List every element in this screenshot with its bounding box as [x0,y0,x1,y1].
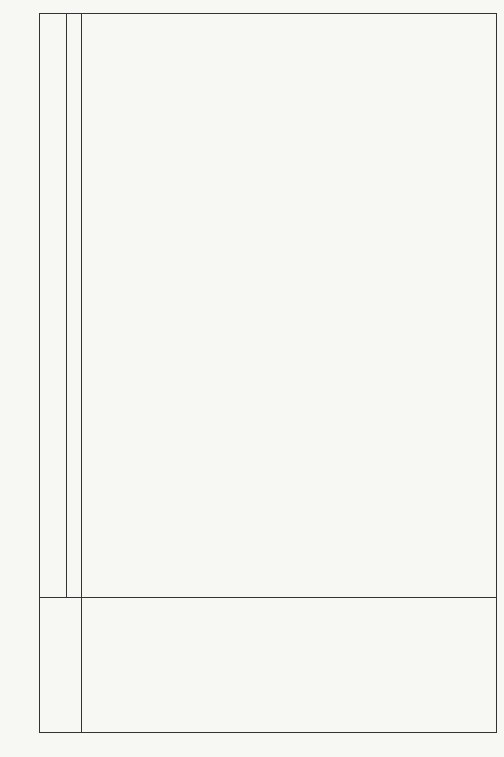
label-column [82,597,496,732]
table-header-left [40,597,82,732]
month-header-row [67,14,82,597]
station-header [40,14,67,597]
table-body [82,14,496,597]
climate-table [39,13,497,733]
